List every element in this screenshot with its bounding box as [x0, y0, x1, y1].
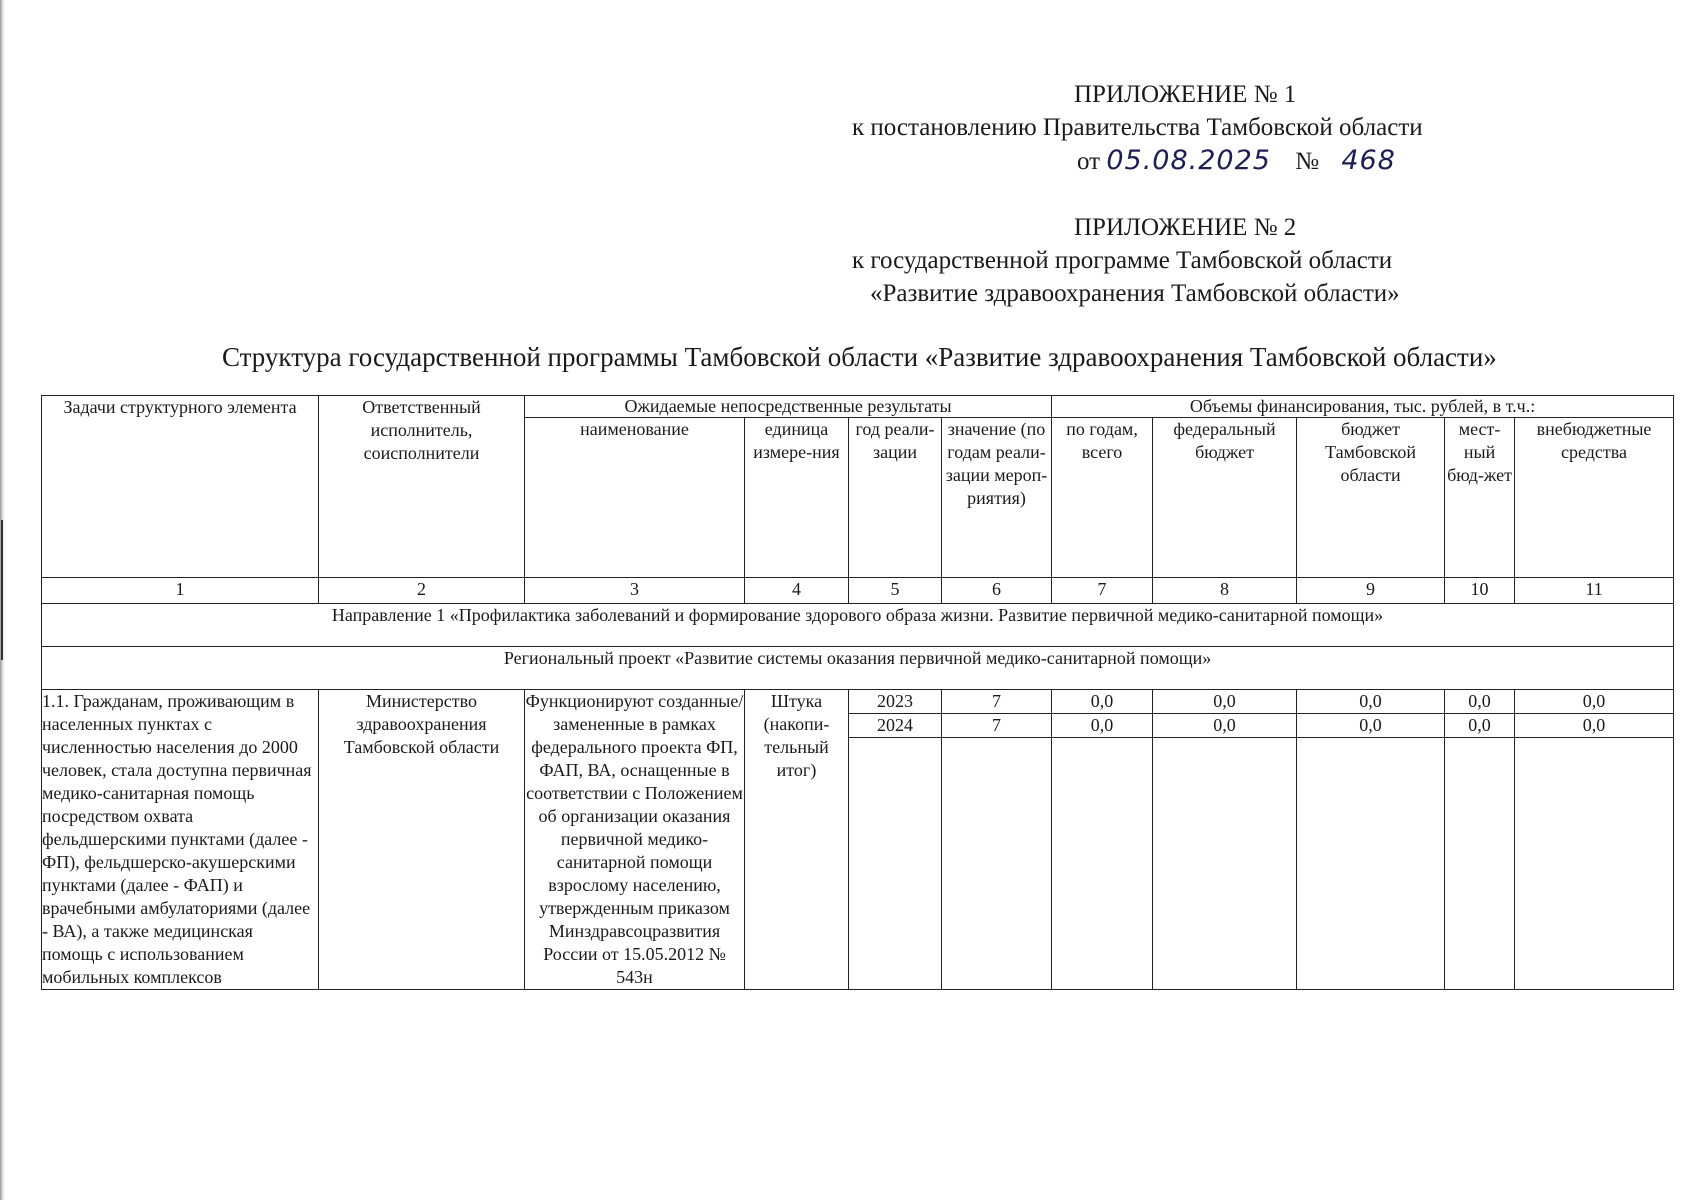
- column-number: 3: [525, 578, 745, 604]
- empty-cell: [1515, 738, 1674, 990]
- column-number-row: [42, 578, 1674, 604]
- federal-cell: 0,0: [1153, 690, 1297, 714]
- extra-cell: 0,0: [1515, 690, 1674, 714]
- annex-2-program: «Развитие здравоохранения Тамбовской области»: [870, 280, 1400, 307]
- annex-2-heading: ПРИЛОЖЕНИЕ № 2: [1074, 214, 1297, 241]
- year-cell: 2024: [849, 714, 942, 738]
- document-title: Структура государственной программы Тамбовской области «Развитие здравоохранения Тамбовской области»: [222, 342, 1497, 372]
- column-number: 4: [745, 578, 849, 604]
- total-cell: 0,0: [1052, 690, 1153, 714]
- column-number: 1: [42, 578, 319, 604]
- direction-title: Направление 1 «Профилактика заболеваний и формирование здорового образа жизни. Развитие первичной медико-санитарной помощи»: [42, 604, 1674, 647]
- column-number: 11: [1515, 578, 1674, 604]
- header-regional: бюджет Тамбовской области: [1297, 418, 1445, 578]
- header-row-1: [42, 396, 1674, 418]
- header-extra: внебюджетные средства: [1515, 418, 1674, 578]
- regional-cell: 0,0: [1297, 714, 1445, 738]
- number-prefix: №: [1295, 148, 1320, 175]
- year-cell: 2023: [849, 690, 942, 714]
- header-tasks: Задачи структурного элемента: [42, 396, 319, 578]
- empty-cell: [1445, 738, 1515, 990]
- extra-cell: 0,0: [1515, 714, 1674, 738]
- handwritten-date: 05.08.2025: [1106, 145, 1271, 176]
- header-total: по годам, всего: [1052, 418, 1153, 578]
- annex-1-date-line: [852, 144, 1423, 178]
- project-row: [42, 647, 1674, 690]
- annex-2-block: [852, 211, 1400, 310]
- total-cell: 0,0: [1052, 714, 1153, 738]
- annex-1-subtitle: к постановлению Правительства Тамбовской области: [852, 114, 1423, 141]
- scan-edge-shadow: [0, 0, 5, 1200]
- table-row: [42, 690, 1674, 714]
- header-unit: единица измере-ния: [745, 418, 849, 578]
- responsible-executor: Министерство здравоохранения Тамбовской области: [319, 690, 525, 990]
- regional-cell: 0,0: [1297, 690, 1445, 714]
- column-number: 9: [1297, 578, 1445, 604]
- header-federal: федеральный бюджет: [1153, 418, 1297, 578]
- column-number: 8: [1153, 578, 1297, 604]
- empty-cell: [1153, 738, 1297, 990]
- local-cell: 0,0: [1445, 690, 1515, 714]
- handwritten-number: 468: [1341, 145, 1396, 176]
- date-prefix: от: [1077, 148, 1101, 175]
- annex-1-block: [852, 78, 1423, 178]
- program-structure-table: [41, 395, 1674, 990]
- column-number: 10: [1445, 578, 1515, 604]
- header-name: наименование: [525, 418, 745, 578]
- regional-project-title: Региональный проект «Развитие системы оказания первичной медико-санитарной помощи»: [42, 647, 1674, 690]
- value-cell: 7: [942, 714, 1052, 738]
- empty-cell: [1297, 738, 1445, 990]
- empty-cell: [1052, 738, 1153, 990]
- value-cell: 7: [942, 690, 1052, 714]
- empty-cell: [942, 738, 1052, 990]
- column-number: 5: [849, 578, 942, 604]
- column-number: 6: [942, 578, 1052, 604]
- column-number: 7: [1052, 578, 1153, 604]
- result-name: Функционируют созданные/ замененные в рамках федерального проекта ФП, ФАП, ВА, оснащенные в соответствии с Положением об организации оказания первичной медико-санитарной помощи взрослому населению, утвержденным приказом Минздравсоцразвития России от 15.05.2012 № 543н: [525, 690, 745, 990]
- header-executor: Ответственный исполнитель, соисполнители: [319, 396, 525, 578]
- header-year: год реали-зации: [849, 418, 942, 578]
- unit-of-measure: Штука (накопи-тельный итог): [745, 690, 849, 990]
- local-cell: 0,0: [1445, 714, 1515, 738]
- column-number: 2: [319, 578, 525, 604]
- direction-row: [42, 604, 1674, 647]
- header-results-group: Ожидаемые непосредственные результаты: [525, 396, 1052, 418]
- empty-cell: [849, 738, 942, 990]
- task-description: 1.1. Гражданам, проживающим в населенных пунктах с численностью населения до 2000 человек, стала доступна первичная медико-санитарная помощь посредством охвата фельдшерскими пунктами (далее - ФП), фельдшерско-акушерскими пунктами (далее - ФАП) и врачебными амбулаториями (далее - ВА), а также медицинская помощь с использованием мобильных комплексов: [42, 690, 319, 990]
- header-local: мест-ный бюд-жет: [1445, 418, 1515, 578]
- header-funding-group: Объемы финансирования, тыс. рублей, в т.ч.:: [1052, 396, 1674, 418]
- annex-1-heading: ПРИЛОЖЕНИЕ № 1: [1074, 81, 1297, 108]
- header-value: значение (по годам реали-зации мероп-риятия): [942, 418, 1052, 578]
- federal-cell: 0,0: [1153, 714, 1297, 738]
- annex-2-subtitle: к государственной программе Тамбовской области: [852, 247, 1393, 274]
